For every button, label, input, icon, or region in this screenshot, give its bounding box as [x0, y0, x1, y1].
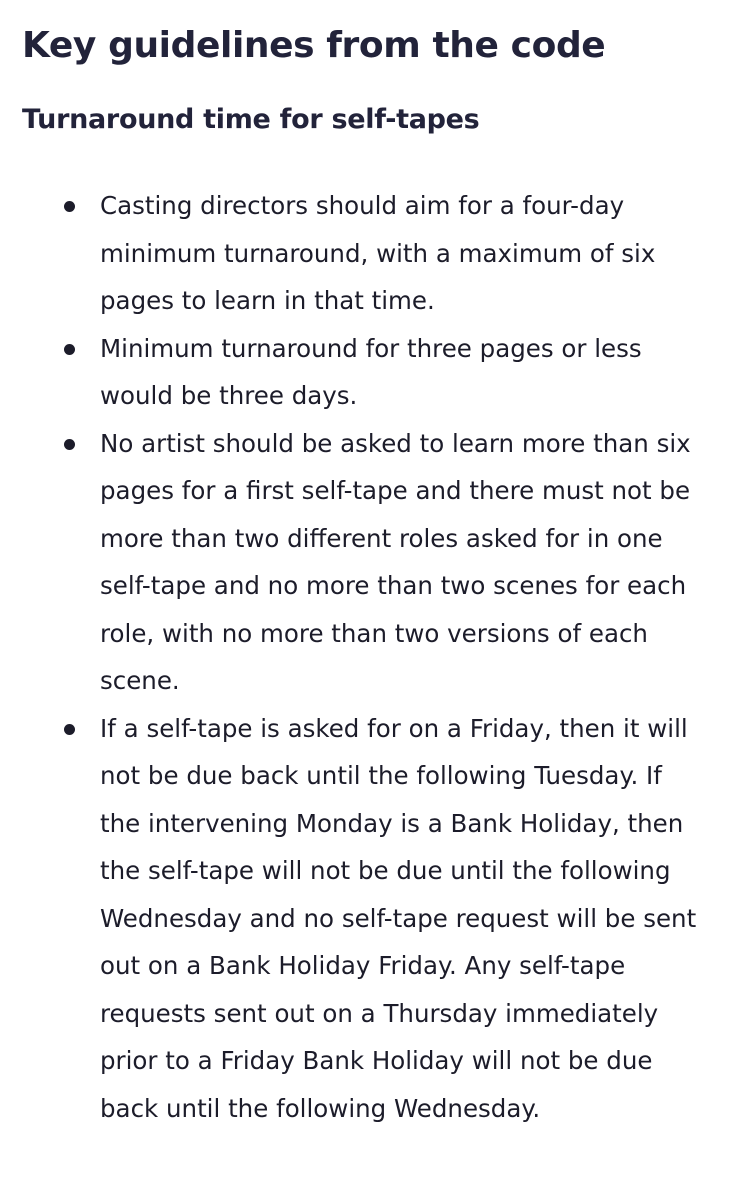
guidelines-list — [22, 182, 706, 1132]
page-title: Key guidelines from the code — [22, 25, 606, 66]
list-item-text: No artist should be asked to learn more than six pages for a first self-tape and there must not be more than two different roles asked for in one self-tape and no more than two scenes for each role, with no more than two versions of each scene. — [100, 428, 691, 695]
list-item — [22, 705, 706, 1133]
list-item — [22, 182, 706, 325]
bullet-icon — [64, 724, 75, 735]
bullet-icon — [64, 201, 75, 212]
list-item — [22, 325, 706, 420]
bullet-icon — [64, 344, 75, 355]
list-item-text: Casting directors should aim for a four-day minimum turnaround, with a maximum of six pages to learn in that time. — [100, 191, 656, 315]
list-item-text: If a self-tape is asked for on a Friday, then it will not be due back until the following Tuesday. If the intervening Monday is a Bank Holiday, then the self-tape will not be due until the following Wednesday and no self-tape request will be sent out on a Bank Holiday Friday. Any self-tape requests sent out on a Thursday immediately prior to a Friday Bank Holiday will not be due back until the following Wednesday. — [100, 713, 697, 1123]
list-item-text: Minimum turnaround for three pages or less would be three days. — [100, 333, 642, 410]
list-item — [22, 420, 706, 705]
section-subtitle: Turnaround time for self-tapes — [22, 104, 480, 135]
bullet-icon — [64, 439, 75, 450]
